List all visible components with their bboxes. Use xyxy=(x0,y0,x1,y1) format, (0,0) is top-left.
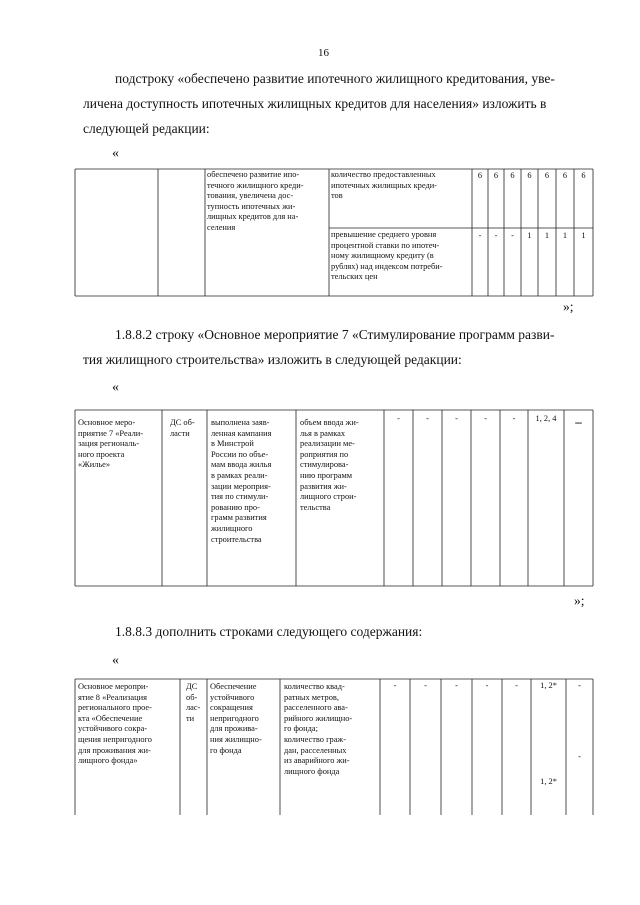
t3-v-5: - xyxy=(515,681,518,690)
t1-v1-3: 6 xyxy=(510,171,515,180)
table1-goal: обеспечено развитие ипо- течного жилищного креди- тования, увеличена дос- тупность ипотечных жи- лищных кредитов для на- селения xyxy=(207,170,304,232)
intro-line-2: личена доступность ипотечных жилищных кредитов для населения» изложить в xyxy=(83,96,547,111)
table2-executor: ДС об- ласти xyxy=(170,418,195,438)
t2-v-1: - xyxy=(397,414,400,423)
intro-line-1: подстроку «обеспечено развитие ипотечного жилищного кредитования, уве- xyxy=(115,71,555,86)
t1-v2-4: 1 xyxy=(527,231,532,240)
table1-indicator-2: превышение среднего уровня процентной ставки по ипотеч- ному жилищному кредиту (в рублях) над индексом потреби- тельских цен xyxy=(331,230,443,282)
t2-ref: 1, 2, 4 xyxy=(535,414,557,423)
table2-indicator: объем ввода жи- лья в рамках реализации ме- роприятия по стимулирова- нию программ развития жи- лищного строи- тельства xyxy=(300,418,359,512)
table2-name: Основное меро- приятие 7 «Реали- зация региональ- ного проекта «Жилье» xyxy=(78,418,144,470)
t1-v1-6: 6 xyxy=(562,171,568,180)
para2-line-1: 1.8.8.2 строку «Основное мероприятие 7 «Стимулирование программ разви- xyxy=(115,327,555,342)
table3-indicator: количество квад- ратных метров, расселенного ава- рийного жилищно- го фонда; количество граж- дан, расселенных из аварийного жи- лищного фонда xyxy=(284,682,353,776)
t1-v2-3: - xyxy=(511,231,514,240)
t3-ref-1: 1, 2* xyxy=(540,681,557,690)
table3-executor: ДС об- лас- ти xyxy=(186,682,201,723)
t2-v-3: - xyxy=(455,414,458,423)
t3-v-4: - xyxy=(485,681,489,690)
t3-v-2: - xyxy=(424,681,427,690)
close-quote-2: »; xyxy=(574,593,585,608)
intro-line-3: следующей редакции: xyxy=(83,121,210,136)
t1-v1-2: 6 xyxy=(493,171,499,180)
close-quote-1: »; xyxy=(563,299,574,314)
page-number: 16 xyxy=(318,47,329,59)
t1-v2-5: 1 xyxy=(544,231,550,240)
t3-v-3: - xyxy=(455,681,458,690)
open-quote-2: « xyxy=(112,380,119,395)
para2-line-2: тия жилищного строительства» изложить в следующей редакции: xyxy=(83,352,462,367)
t1-v1-7: 6 xyxy=(581,171,586,180)
t2-last: – xyxy=(575,414,582,429)
table3-name: Основное меропри- ятие 8 «Реализация регионального прое- кта «Обеспечение устойчивого сокра- щения непригодного для проживания жи- лищного фонда» xyxy=(78,682,152,766)
t1-v2-6: 1 xyxy=(562,231,568,240)
table2-result: выполнена заяв- ленная кампания в Минстрой России по объе- мам ввода жилья в рамках реали- зации мероприя- тия по стимули- рованию про- грамм развития жилищного строительства xyxy=(211,418,272,544)
t3-ref-2: 1, 2* xyxy=(540,777,557,786)
t2-v-5: - xyxy=(512,414,516,423)
t1-v1-4: 6 xyxy=(527,171,532,180)
t2-v-4: - xyxy=(484,414,487,423)
t1-v2-1: - xyxy=(478,231,482,240)
open-quote-1: « xyxy=(112,146,119,161)
t1-v2-7: 1 xyxy=(581,231,586,240)
t1-v1-5: 6 xyxy=(544,171,550,180)
table1-indicator-1: количество предоставленных ипотечных жилищных креди- тов xyxy=(331,170,437,201)
t3-v-1: - xyxy=(393,681,397,690)
t3-last-1: - xyxy=(578,681,581,690)
t1-v2-2: - xyxy=(494,231,498,240)
t1-v1-1: 6 xyxy=(477,171,483,180)
t2-v-2: - xyxy=(426,414,429,423)
table3-result: Обеспечение устойчивого сокращения непригодного для прожива- ния жилищно- го фонда xyxy=(210,682,262,755)
para3: 1.8.8.3 дополнить строками следующего содержания: xyxy=(115,624,423,639)
t3-last-2: - xyxy=(578,752,581,761)
open-quote-3: « xyxy=(112,653,119,668)
